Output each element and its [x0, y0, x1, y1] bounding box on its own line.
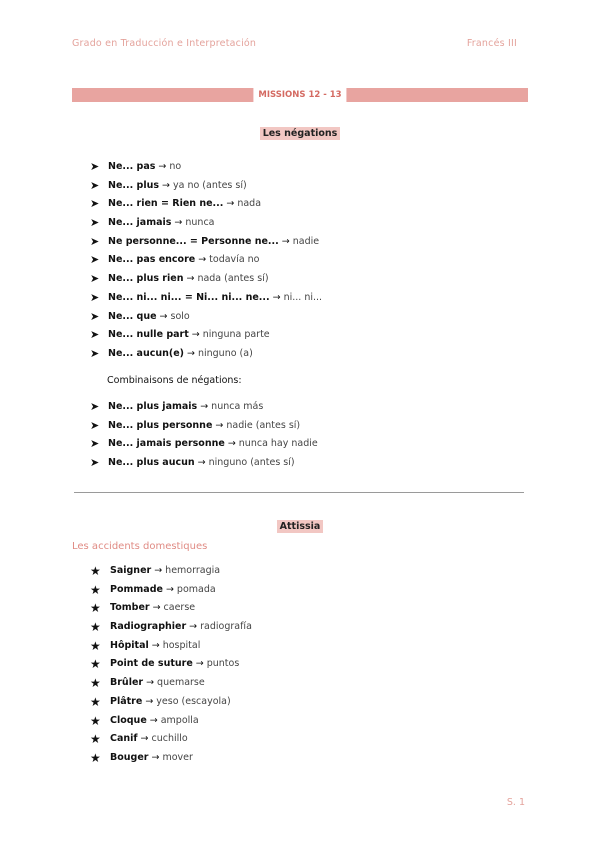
translation: hospital	[162, 639, 201, 651]
translation: ni... ni...	[283, 291, 323, 303]
arrow-icon: →	[198, 254, 207, 266]
arrow-bullet-icon: ➤	[90, 272, 100, 286]
star-icon: ★	[90, 638, 101, 653]
arrow-icon: →	[151, 639, 160, 651]
translation: hemorragia	[165, 565, 221, 576]
translation: pomada	[176, 583, 216, 595]
translation: nada	[237, 198, 262, 210]
term: Ne... jamais	[108, 217, 172, 229]
arrow-bullet-icon: ➤	[90, 290, 100, 304]
arrow-bullet-icon: ➤	[90, 328, 100, 342]
term: Ne... jamais personne	[108, 438, 225, 450]
missions-label: MISSIONS 12 - 13	[253, 88, 346, 102]
arrow-icon: →	[197, 457, 206, 469]
translation: nunca hay nadie	[238, 438, 318, 450]
term: Ne... aucun(e)	[108, 347, 184, 359]
arrow-icon: →	[152, 602, 161, 614]
translation: ninguno (a)	[197, 347, 253, 359]
arrow-icon: →	[226, 198, 235, 210]
negations-list	[90, 158, 322, 364]
list-item	[90, 326, 322, 345]
star-icon: ★	[90, 657, 101, 672]
list-item	[90, 417, 318, 436]
arrow-bullet-icon: ➤	[90, 456, 100, 470]
translation: no	[169, 161, 182, 172]
list-item	[90, 251, 322, 270]
star-icon: ★	[90, 564, 101, 578]
term: Hôpital	[110, 639, 149, 651]
translation: puntos	[206, 658, 240, 670]
list-item	[90, 398, 318, 417]
page-number: S. 1	[506, 797, 525, 808]
list-item	[90, 655, 252, 674]
vocab-title: Attissia	[277, 520, 324, 533]
term: Brûler	[110, 677, 144, 689]
translation: ya no (antes sí)	[172, 179, 247, 191]
translation: todavía no	[209, 254, 260, 266]
term: Ne personne... = Personne ne...	[108, 235, 279, 247]
term: Tomber	[110, 602, 150, 614]
list-item	[90, 749, 252, 768]
list-item	[90, 562, 252, 581]
arrow-bullet-icon: ➤	[90, 400, 100, 413]
list-item	[90, 177, 322, 196]
list-item	[90, 289, 322, 308]
list-item	[90, 270, 322, 289]
term: Ne... plus personne	[108, 419, 213, 431]
star-icon: ★	[90, 713, 101, 728]
arrow-icon: →	[158, 161, 167, 172]
arrow-icon: →	[195, 658, 204, 670]
arrow-icon: →	[227, 438, 236, 450]
term: Ne... pas	[108, 161, 156, 172]
list-item	[90, 637, 252, 656]
star-icon: ★	[90, 601, 101, 616]
term: Ne... ni... ni... = Ni... ni... ne...	[108, 291, 270, 303]
arrow-bullet-icon: ➤	[90, 346, 100, 360]
translation: nunca	[185, 217, 215, 229]
arrow-icon: →	[154, 565, 163, 576]
arrow-icon: →	[151, 751, 160, 763]
translation: nadie (antes sí)	[226, 419, 301, 431]
arrow-icon: →	[191, 329, 200, 341]
list-item	[90, 158, 322, 177]
vocab-subtitle: Les accidents domestiques	[72, 541, 208, 552]
list-item	[90, 693, 252, 712]
term: Ne... pas encore	[108, 254, 196, 266]
arrow-icon: →	[189, 621, 198, 633]
term: Plâtre	[110, 695, 143, 707]
term: Pommade	[110, 583, 163, 595]
list-item	[90, 345, 322, 364]
vocab-title-row	[0, 514, 600, 533]
translation: ninguna parte	[202, 329, 270, 341]
list-item	[90, 581, 252, 600]
star-icon: ★	[90, 694, 101, 709]
list-item	[90, 712, 252, 731]
term: Ne... plus jamais	[108, 401, 198, 412]
arrow-bullet-icon: ➤	[90, 197, 100, 211]
star-icon: ★	[90, 676, 101, 691]
translation: ninguno (antes sí)	[208, 457, 295, 469]
translation: nadie	[292, 235, 320, 247]
arrow-icon: →	[174, 217, 183, 229]
list-item	[90, 454, 318, 473]
combinations-heading: Combinaisons de négations:	[107, 375, 242, 386]
arrow-bullet-icon: ➤	[90, 234, 100, 248]
list-item	[90, 618, 252, 637]
translation: cuchillo	[151, 733, 188, 745]
arrow-icon: →	[165, 583, 174, 595]
term: Cloque	[110, 714, 147, 726]
arrow-icon: →	[272, 291, 281, 303]
arrow-bullet-icon: ➤	[90, 253, 100, 267]
term: Ne... plus rien	[108, 273, 184, 285]
translation: nunca más	[211, 401, 264, 412]
course-name-header: Grado en Traducción e Interpretación	[72, 38, 257, 49]
arrow-bullet-icon: ➤	[90, 418, 100, 432]
term: Canif	[110, 733, 138, 745]
negations-title-row	[0, 121, 600, 140]
star-icon: ★	[90, 620, 101, 635]
arrow-icon: →	[146, 677, 155, 689]
term: Point de suture	[110, 658, 193, 670]
star-icon: ★	[90, 582, 101, 597]
list-item	[90, 233, 322, 252]
arrow-bullet-icon: ➤	[90, 437, 100, 451]
combinations-list	[90, 398, 318, 473]
term: Ne... plus aucun	[108, 457, 195, 469]
arrow-icon: →	[145, 695, 154, 707]
arrow-bullet-icon: ➤	[90, 178, 100, 192]
star-icon: ★	[90, 750, 101, 765]
list-item	[90, 435, 318, 454]
arrow-icon: →	[200, 401, 209, 412]
arrow-icon: →	[159, 310, 168, 322]
list-item	[90, 674, 252, 693]
list-item	[90, 599, 252, 618]
translation: quemarse	[157, 677, 205, 689]
translation: yeso (escayola)	[156, 695, 231, 707]
arrow-icon: →	[281, 235, 290, 247]
list-item	[90, 214, 322, 233]
star-icon: ★	[90, 732, 101, 747]
translation: mover	[162, 751, 193, 763]
translation: caerse	[163, 602, 196, 614]
arrow-bullet-icon: ➤	[90, 160, 100, 173]
subject-header: Francés III	[466, 38, 517, 49]
term: Bouger	[110, 751, 149, 763]
arrow-icon: →	[215, 419, 224, 431]
list-item	[90, 195, 322, 214]
translation: nada (antes sí)	[197, 273, 269, 285]
arrow-bullet-icon: ➤	[90, 216, 100, 230]
term: Ne... rien = Rien ne...	[108, 198, 224, 210]
arrow-icon: →	[162, 179, 170, 191]
term: Saigner	[110, 565, 152, 576]
arrow-icon: →	[186, 273, 195, 285]
translation: solo	[170, 310, 190, 322]
section-divider	[74, 492, 524, 493]
term: Ne... plus	[108, 179, 160, 191]
list-item	[90, 730, 252, 749]
vocab-list	[90, 562, 252, 768]
term: Ne... nulle part	[108, 329, 189, 341]
term: Radiographier	[110, 621, 187, 633]
arrow-icon: →	[187, 347, 195, 359]
list-item	[90, 308, 322, 327]
translation: radiografía	[200, 621, 252, 633]
negations-title: Les négations	[260, 127, 341, 140]
term: Ne... que	[108, 310, 157, 322]
arrow-icon: →	[140, 733, 149, 745]
translation: ampolla	[160, 714, 199, 726]
arrow-bullet-icon: ➤	[90, 309, 100, 323]
arrow-icon: →	[149, 714, 158, 726]
missions-band	[72, 88, 528, 102]
